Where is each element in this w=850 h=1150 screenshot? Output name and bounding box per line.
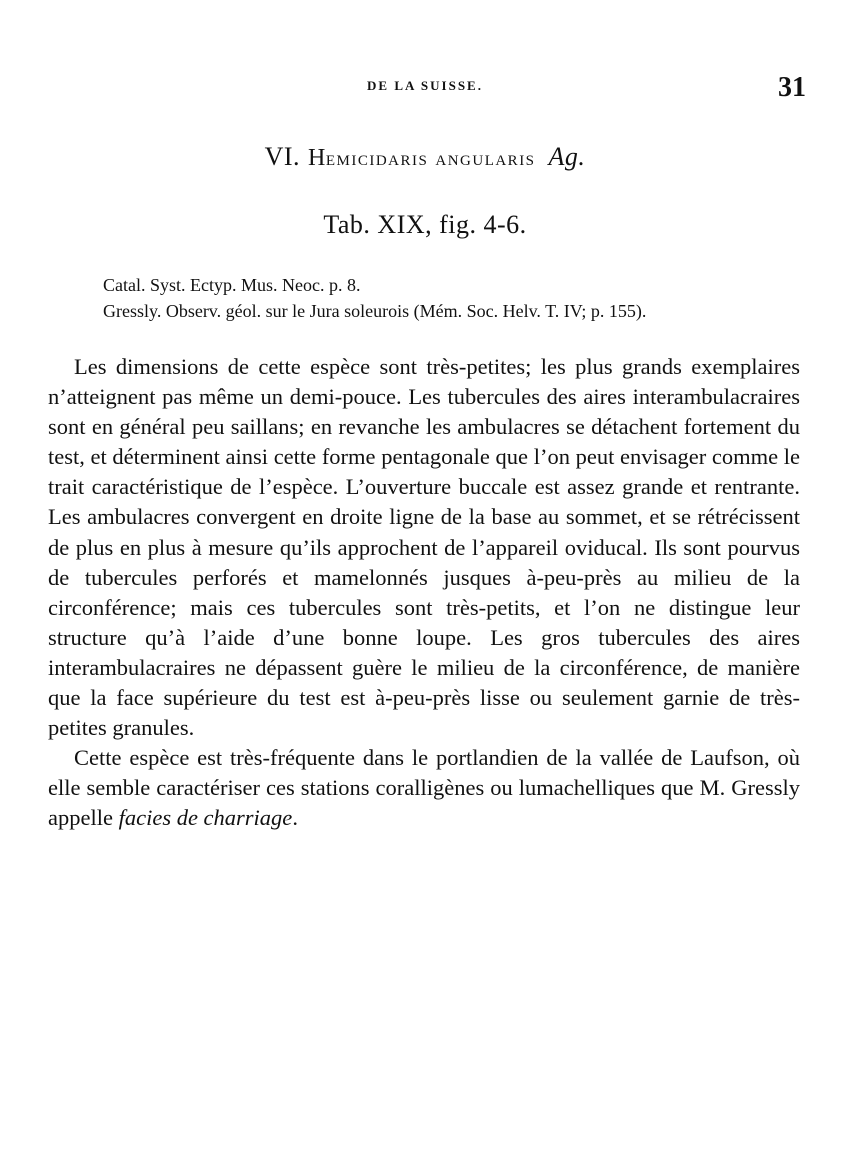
species-author: Ag.: [548, 142, 586, 171]
paragraph-end: .: [292, 805, 298, 831]
species-name: ANGULARIS: [435, 153, 536, 169]
page-number: 31: [778, 72, 806, 103]
reference-item: Catal. Syst. Ectyp. Mus. Neoc. p. 8.: [103, 275, 361, 295]
plate-reference: Tab. XIX, fig. 4-6.: [323, 210, 527, 239]
species-heading: [0, 142, 850, 172]
body-text: [48, 352, 800, 834]
paragraph-text: Cette espèce est très-fréquente dans le portlandien de la vallée de Laufson, où elle semble caractériser ces stations coralligènes ou lumachelliques que M. Gressly appelle: [48, 745, 800, 831]
italic-term: facies de charriage: [118, 805, 293, 831]
genus-name-rest: EMICIDARIS: [325, 153, 429, 169]
paragraph: [48, 743, 800, 833]
running-head: [0, 72, 850, 103]
species-number: VI.: [264, 142, 300, 171]
references-list: [103, 272, 803, 324]
running-title: DE LA SUISSE.: [367, 78, 483, 93]
genus-initial: H: [308, 145, 326, 171]
paragraph: Les dimensions de cette espèce sont très-petites; les plus grands exemplaires n’atteignent pas même un demi-pouce. Les tubercules des aires interambulacraires sont en général peu saillans; en revanche les ambulacres se détachent fortement du test, et déterminent ainsi cette forme pentagonale que l’on peut envisager comme le trait caractéristique de l’espèce. L’ouverture buccale est assez grande et rentrante. Les ambulacres convergent en droite ligne de la base au sommet, et se rétrécissent de plus en plus à mesure qu’ils approchent de l’appareil oviducal. Ils sont pourvus de tubercules perforés et mamelonnés jusques à-peu-près au milieu de la circonférence; mais ces tubercules sont très-petits, et l’on ne distingue leur structure qu’à l’aide d’une bonne loupe. Les gros tubercules des aires interambulacraires ne dépassent guère le milieu de la circonférence, de manière que la face supérieure du test est à-peu-près lisse ou seulement garnie de très-petites granules.: [48, 354, 800, 741]
reference-item: Gressly. Observ. géol. sur le Jura soleurois (Mém. Soc. Helv. T. IV; p. 155).: [103, 301, 647, 321]
